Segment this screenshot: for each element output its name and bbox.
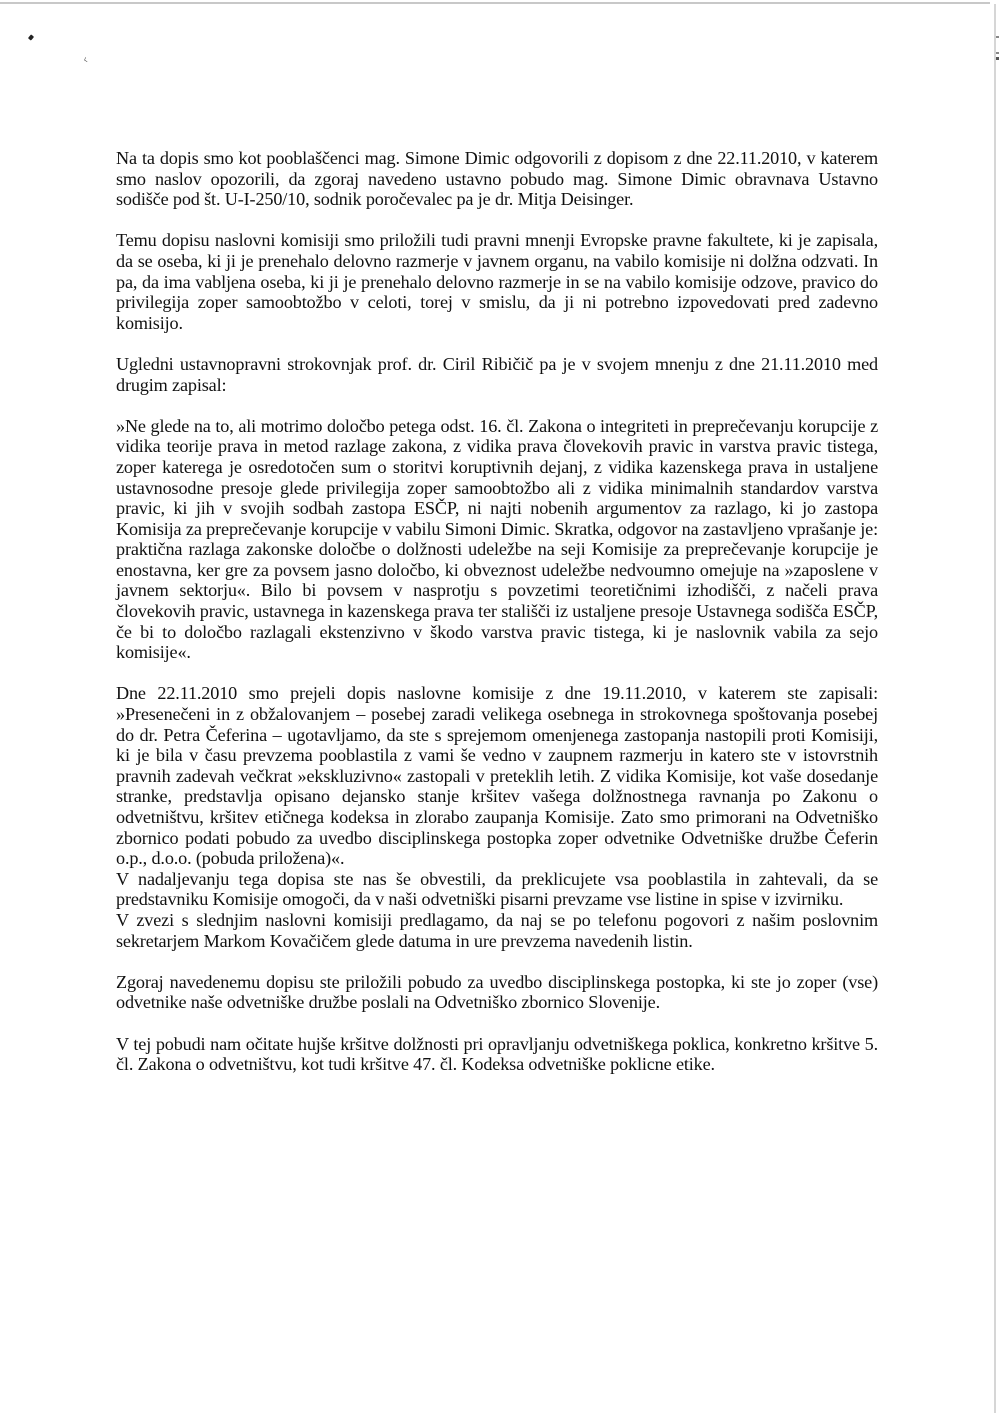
paragraph: Zgoraj navedenemu dopisu ste priložili pobudo za uvedbo disciplinskega postopka, ki ste jo zoper (vse) odvetnike naše odvetniške družbe poslali na Odvetniško zbornico Slovenije. — [116, 971, 878, 1013]
scan-right-edge — [994, 4, 996, 1413]
scan-top-edge — [0, 2, 990, 4]
document-body — [116, 148, 878, 1095]
paragraph: Dne 22.11.2010 smo prejeli dopis naslovne komisije z dne 19.11.2010, v katerem ste zapisali: »Presenečeni in z obžalovanjem – posebej zaradi velikega osebnega in strokovnega spoštovanja posebej do dr. Petra Čeferina – ugotavljamo, da ste s sprejemom omenjenega zastopanja nastopili proti Komisiji, ki je bila v času prevzema pooblastila z vami še vedno v zaupnem razmerju in katero ste v istovrstnih pravnih zadevah večkrat »ekskluzivno« zastopali v preteklih letih. Z vidika Komisije, kot vaše dosedanje stranke, predstavlja opisano dejansko stanje kršitev vašega dolžnostnega ravnanja po Zakonu o odvetništvu, kršitev etičnega kodeksa in zlorabo zaupanja Komisije. Zato smo primorani na Odvetniško zbornico podati pobudo za uvedbo disciplinskega postopka zoper odvetnike Odvetniške družbe Čeferin o.p., d.o.o. (pobuda priložena)«. — [116, 683, 878, 869]
scan-edge-mark — [996, 36, 999, 38]
paragraph: V zvezi s slednjim naslovni komisiji predlagamo, da naj se po telefonu pogovori z našim poslovnim sekretarjem Markom Kovačičem glede datuma in ure prevzema navedenih listin. — [116, 909, 878, 951]
paragraph: V tej pobudi nam očitate hujše kršitve dolžnosti pri opravljanju odvetniškega poklica, konkretno kršitve 5. čl. Zakona o odvetništvu, kot tudi kršitve 47. čl. Kodeksa odvetniške poklicne etike. — [116, 1033, 878, 1075]
paragraph: V nadaljevanju tega dopisa ste nas še obvestili, da preklicujete vsa pooblastila in zahtevali, da se predstavniku Komisije omogoči, da v naši odvetniški pisarni prevzame vse listine in spise v izvirniku. — [116, 868, 878, 910]
paragraph: Ugledni ustavnopravni strokovnjak prof. dr. Ciril Ribičič pa je v svojem mnenju z dne 21.11.2010 med drugim zapisal: — [116, 353, 878, 395]
scan-edge-mark — [996, 57, 999, 60]
scan-edge-mark — [996, 52, 999, 54]
paragraph: Temu dopisu naslovni komisiji smo priložili tudi pravni mnenji Evropske pravne fakultete, ki je zapisala, da se oseba, ki ji je prenehalo delovno razmerje v javnem organu, na vabilo komisije ni dolžna odzvati. In pa, da ima vabljena oseba, ki ji je prenehalo delovno razmerje in se na vabilo komisije odzove, pravico do privilegija zoper samoobtožbo v celoti, torej v smislu, da ji ni potrebno izpovedovati pred zadevno komisijo. — [116, 230, 878, 333]
scan-speck: ᚲ — [79, 52, 92, 68]
scan-speck — [28, 34, 34, 40]
paragraph: Na ta dopis smo kot pooblaščenci mag. Simone Dimic odgovorili z dopisom z dne 22.11.2010, v katerem smo naslov opozorili, da zgoraj navedeno ustavno pobudo mag. Simone Dimic obravnava Ustavno sodišče pod št. U-I-250/10, sodnik poročevalec pa je dr. Mitja Deisinger. — [116, 148, 878, 210]
quoted-paragraph: »Ne glede na to, ali motrimo določbo petega odst. 16. čl. Zakona o integriteti in preprečevanju korupcije z vidika teorije prava in metod razlage zakona, z vidika prava človekovih pravic in varstva pravic tistega, zoper katerega je osredotočen sum o storitvi koruptivnih dejanj, z vidika kazenskega prava in ustaljene ustavnosodne presoje glede privilegija zoper samoobtožbo ali z vidika minimalnih standardov varstva pravic, ki jih v svojih sodbah zastopa ESČP, ni najti nobenih argumentov za razlago, ki jo zastopa Komisija za preprečevanje korupcije v vabilu Simoni Dimic. Skratka, odgovor na zastavljeno vprašanje je: praktična razlaga zakonske določbe o dolžnosti udeležbe na seji Komisije za preprečevanje korupcije je enostavna, ker gre za povsem jasno določbo, ki obveznost udeležbe nedvoumno omejuje na »zaposlene v javnem sektorju«. Bilo bi povsem v nasprotju s povzetimi teoretičnimi izhodišči, z načeli prava človekovih pravic, ustavnega in kazenskega prava ter stališči iz ustaljene presoje Ustavnega sodišča ESČP, če bi to določbo razlagali ekstenzivno v škodo varstva pravic tistega, ki je naslovnik vabila za sejo komisije«. — [116, 415, 878, 663]
